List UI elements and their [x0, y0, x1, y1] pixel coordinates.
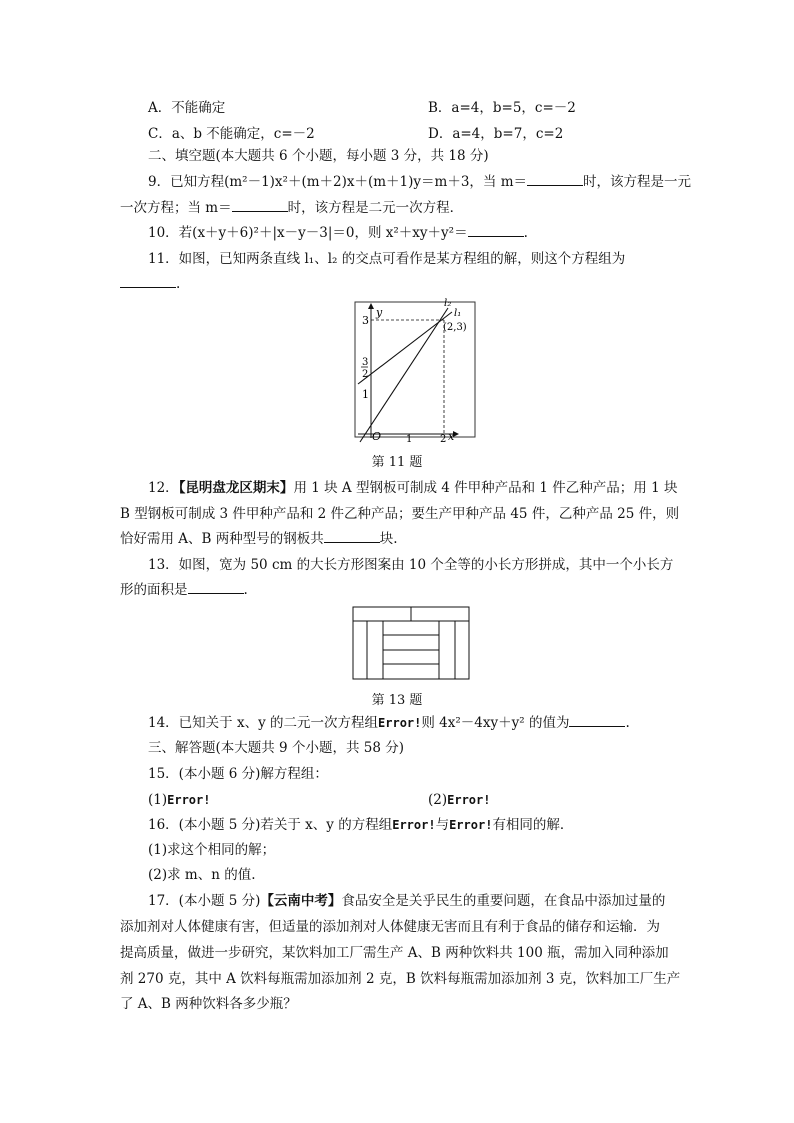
question-17-line-5: 了 A、B 两种饮料各多少瓶？	[120, 996, 297, 1012]
q10-text: 10．若(x＋y＋6)²＋|x－y－3|＝0，则 x²＋xy＋y²＝	[148, 225, 468, 241]
q11-blank	[120, 275, 176, 288]
question-17-line-1	[148, 891, 708, 911]
q8-option-d: D．a=4，b=7，c=2	[428, 126, 564, 142]
q15-part-2-label: (2)	[428, 792, 448, 808]
question-17-line-3: 提高质量，做进一步研究，某饮料加工厂需生产 A、B 两种饮料共 100 瓶，需加入同种添加	[120, 945, 669, 961]
y-tick-3: 3	[362, 314, 369, 327]
section-3-heading: 三、解答题(本大题共 9 个小题，共 58 分)	[148, 740, 404, 756]
question-13-line-1: 13．如图，宽为 50 cm 的大长方形图案由 10 个全等的小长方形拼成，其中一个小长方	[148, 557, 674, 573]
q14-period: .	[625, 715, 630, 731]
question-16	[148, 815, 708, 835]
y-frac-numerator: 3	[362, 357, 369, 368]
question-10	[148, 223, 708, 243]
q17-text-b: 食品安全是关乎民生的重要问题，在食品中添加过量的	[341, 893, 666, 909]
q16-text-a: 16．(本小题 5 分)若关于 x、y 的方程组	[148, 817, 393, 833]
q16-text-b: 与	[435, 817, 450, 833]
q9-blank-1	[527, 173, 583, 186]
q11-period: .	[176, 276, 181, 292]
origin-label: O	[372, 430, 382, 443]
q8-option-c: C．a、b 不能确定，c=－2	[148, 126, 315, 142]
section-2-heading: 二、填空题(本大题共 6 个小题，每小题 3 分，共 18 分)	[148, 148, 489, 164]
question-9-line-1	[148, 172, 708, 192]
q12-text-b: 用 1 块 A 型钢板可制成 4 件甲种产品和 1 件乙种产品；用 1 块	[293, 480, 678, 496]
question-12-line-1	[148, 478, 708, 498]
q9-text-b: 时，该方程是一元	[583, 174, 692, 190]
figure-11-graph	[340, 294, 480, 446]
question-11-line-2	[120, 274, 680, 294]
question-17-line-2: 添加剂对人体健康有害，但适量的添加剂对人体健康无害而且有利于食品的储存和运输．为	[120, 919, 660, 935]
x-axis-label: x	[448, 430, 455, 443]
intersection-label: (2,3)	[443, 322, 467, 333]
q12-blank	[324, 530, 380, 543]
q16-error-1: Error!	[392, 818, 436, 832]
q15-part-1-error: Error!	[167, 793, 211, 807]
q12-source-tag: 【昆明盘龙区期末】	[178, 480, 294, 496]
q14-text-a: 14．已知关于 x、y 的二元一次方程组	[148, 715, 379, 731]
q15-part-1-label: (1)	[148, 792, 168, 808]
q15-part-2-error: Error!	[447, 793, 491, 807]
q10-period: .	[523, 225, 528, 241]
q16-text-c: 有相同的解．	[492, 817, 574, 833]
y-frac-denominator: 2	[362, 369, 369, 380]
q9-text-a: 9．已知方程(m²－1)x²＋(m＋2)x＋(m＋1)y＝m＋3，当 m＝	[148, 174, 528, 190]
q13-blank	[188, 581, 244, 594]
q16-error-2: Error!	[449, 818, 493, 832]
q16-sub-2: (2)求 m、n 的值.	[148, 867, 256, 883]
q14-text-b: 则 4x²－4xy＋y² 的值为	[421, 715, 570, 731]
y-tick-1: 1	[362, 388, 369, 401]
line-l2	[360, 308, 448, 442]
x-tick-1: 1	[406, 434, 413, 445]
question-15: 15．(本小题 6 分)解方程组：	[148, 766, 328, 782]
question-12-line-2: B 型钢板可制成 3 件甲种产品和 2 件乙种产品；要生产甲种产品 45 件，乙种产品 25 件，则	[120, 506, 680, 522]
figure-13-caption: 第 13 题	[371, 693, 423, 708]
q15-part-1	[148, 790, 210, 810]
q8-option-a: A．不能确定	[148, 100, 226, 116]
question-11-line-1: 11．如图，已知两条直线 l₁、l₂ 的交点可看作是某方程组的解，则这个方程组为	[148, 251, 626, 267]
question-13-line-2	[120, 580, 680, 600]
q12-text-d: 恰好需用 A、B 两种型号的钢板共	[120, 531, 324, 547]
q12-text-e: 块.	[379, 531, 398, 547]
figure-13-rectangles	[352, 606, 472, 682]
q14-error-placeholder: Error!	[378, 716, 422, 730]
q17-source-tag: 【云南中考】	[260, 893, 342, 909]
question-14	[148, 713, 708, 733]
y-axis-label: y	[376, 306, 383, 319]
q9-blank-2	[232, 199, 288, 212]
question-9-line-2	[120, 198, 680, 218]
question-12-line-3	[120, 529, 680, 549]
q15-part-2	[428, 790, 490, 810]
q13-period: .	[243, 582, 248, 598]
line-l1-label: l₁	[454, 308, 462, 319]
q9-text-c: 一次方程；当 m＝	[120, 200, 232, 216]
q13-text-b: 形的面积是	[120, 582, 188, 598]
figure-11-caption: 第 11 题	[371, 455, 423, 470]
q17-number: 17．(本小题 5 分)	[148, 893, 261, 909]
q12-number: 12．	[148, 480, 179, 496]
x-tick-2: 2	[440, 434, 447, 445]
q9-text-d: 时，该方程是二元一次方程．	[287, 200, 464, 216]
q10-blank	[468, 224, 524, 237]
q8-option-b: B．a=4，b=5，c=－2	[428, 100, 576, 116]
q14-blank	[569, 714, 625, 727]
question-17-line-4: 剂 270 克，其中 A 饮料每瓶需加添加剂 2 克，B 饮料每瓶需加添加剂 3 克，饮料加工厂生产	[120, 971, 681, 987]
line-l2-label: l₂	[444, 298, 452, 309]
q16-sub-1: (1)求这个相同的解；	[148, 842, 276, 858]
